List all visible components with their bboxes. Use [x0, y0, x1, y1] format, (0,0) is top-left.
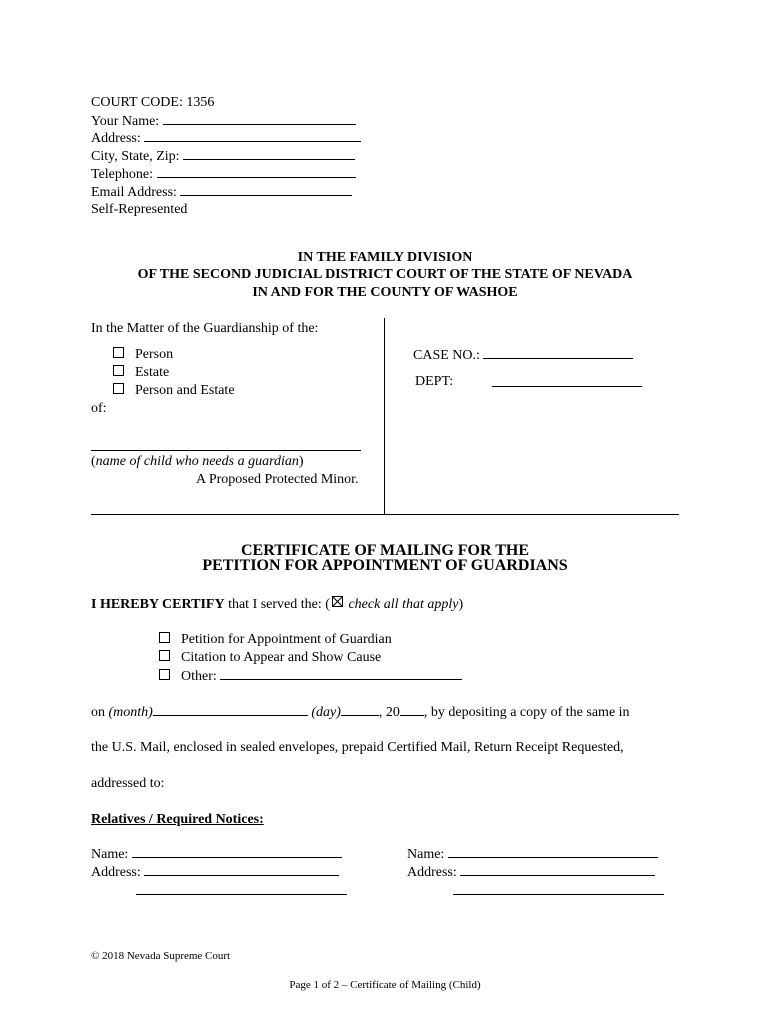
your-name-label: Your Name:	[91, 114, 160, 129]
option-person-and-estate-label: Person and Estate	[135, 383, 235, 398]
served-other[interactable]	[159, 667, 462, 685]
certify-text: that I served the: (	[224, 597, 330, 612]
case-no-row	[413, 346, 633, 364]
address-row	[91, 129, 361, 147]
certify-lead: I HEREBY CERTIFY	[91, 597, 225, 612]
proposed-minor: A Proposed Protected Minor.	[196, 472, 359, 487]
mailing-year-prefix: , 20	[378, 705, 400, 720]
relative-1-address-field-2[interactable]	[136, 894, 347, 895]
court-line-2: OF THE SECOND JUDICIAL DISTRICT COURT OF THE STATE OF NEVADA	[137, 267, 633, 282]
served-petition-label: Petition for Appointment of Guardian	[181, 632, 392, 647]
relative-2-address-field[interactable]	[460, 863, 655, 876]
mailing-month-label: (month)	[108, 705, 153, 720]
relatives-heading: Relatives / Required Notices:	[91, 812, 264, 827]
relative-2-name-label: Name:	[407, 847, 445, 862]
relative-1-address-label: Address:	[91, 865, 141, 880]
option-estate[interactable]	[113, 364, 169, 381]
relative-2-address-label: Address:	[407, 865, 457, 880]
relative-2-address-row	[407, 863, 655, 881]
mailing-on: on	[91, 705, 109, 720]
copyright: © 2018 Nevada Supreme Court	[91, 950, 231, 962]
relative-1-name-row	[91, 845, 342, 863]
document-title-line-2: PETITION FOR APPOINTMENT OF GUARDIANS	[202, 557, 568, 574]
served-citation[interactable]	[159, 649, 381, 666]
year-field[interactable]	[400, 703, 424, 716]
day-field[interactable]	[341, 703, 379, 716]
email-field[interactable]	[180, 183, 352, 196]
relative-1-name-label: Name:	[91, 847, 129, 862]
telephone-field[interactable]	[157, 165, 356, 178]
your-name-row	[91, 112, 356, 130]
of-label: of:	[91, 401, 107, 416]
dept-label: DEPT:	[415, 374, 454, 389]
case-no-label: CASE NO.:	[413, 348, 480, 363]
certify-hint: check all that apply	[344, 597, 459, 612]
relative-2-name-field[interactable]	[448, 845, 658, 858]
city-state-zip-field[interactable]	[183, 147, 355, 160]
dept-field[interactable]	[492, 386, 642, 387]
telephone-row	[91, 165, 356, 183]
relative-1-address-field[interactable]	[144, 863, 339, 876]
checkbox-other[interactable]	[159, 669, 170, 680]
checkbox-petition[interactable]	[159, 632, 170, 643]
checkbox-citation[interactable]	[159, 650, 170, 661]
address-label: Address:	[91, 131, 141, 146]
matter-text: In the Matter of the Guardianship of the:	[91, 321, 319, 336]
email-label: Email Address:	[91, 185, 177, 200]
caption-horizontal-divider	[91, 514, 679, 515]
case-no-field[interactable]	[483, 346, 633, 359]
option-person-and-estate[interactable]	[113, 382, 235, 399]
checkbox-person[interactable]	[113, 347, 124, 358]
other-field[interactable]	[220, 667, 462, 680]
court-code: COURT CODE: 1356	[91, 95, 215, 110]
city-state-zip-row	[91, 147, 355, 165]
relative-2-name-row	[407, 845, 658, 863]
relative-2-address-field-2[interactable]	[453, 894, 664, 895]
checkbox-estate[interactable]	[113, 365, 124, 376]
child-name-hint-text: name of child who needs a guardian	[95, 454, 299, 469]
served-other-label: Other:	[181, 669, 217, 684]
mailing-day-label: (day)	[311, 705, 341, 720]
served-citation-label: Citation to Appear and Show Cause	[181, 650, 382, 665]
caption-vertical-divider	[384, 318, 385, 515]
option-estate-label: Estate	[135, 365, 170, 380]
certify-close: )	[458, 597, 464, 612]
court-line-1: IN THE FAMILY DIVISION	[297, 250, 473, 265]
email-row	[91, 183, 352, 201]
checkbox-person-and-estate[interactable]	[113, 383, 124, 394]
certify-statement	[91, 596, 463, 613]
document-title-line-1: CERTIFICATE OF MAILING FOR THE	[240, 542, 530, 559]
option-person[interactable]	[113, 346, 173, 363]
relative-1-address-row	[91, 863, 339, 881]
child-name-field[interactable]	[91, 450, 361, 451]
mailing-line-3: addressed to:	[91, 776, 165, 791]
mailing-rest: , by depositing a copy of the same in	[423, 705, 630, 720]
child-name-hint: (name of child who needs a guardian)	[91, 454, 304, 469]
address-field[interactable]	[144, 129, 361, 142]
mailing-line-2: the U.S. Mail, enclosed in sealed envelopes, prepaid Certified Mail, Return Receipt Requested,	[91, 740, 624, 755]
self-represented: Self-Represented	[91, 202, 188, 217]
option-person-label: Person	[135, 347, 174, 362]
relative-1-name-field[interactable]	[132, 845, 342, 858]
served-petition[interactable]	[159, 631, 392, 648]
checked-box-icon	[332, 596, 343, 607]
telephone-label: Telephone:	[91, 167, 153, 182]
mailing-line-1	[91, 703, 630, 721]
court-line-3: IN AND FOR THE COUNTY OF WASHOE	[252, 285, 518, 300]
month-field[interactable]	[153, 703, 308, 716]
your-name-field[interactable]	[163, 112, 356, 125]
city-state-zip-label: City, State, Zip:	[91, 149, 180, 164]
page-footer: Page 1 of 2 – Certificate of Mailing (Child)	[289, 979, 481, 991]
